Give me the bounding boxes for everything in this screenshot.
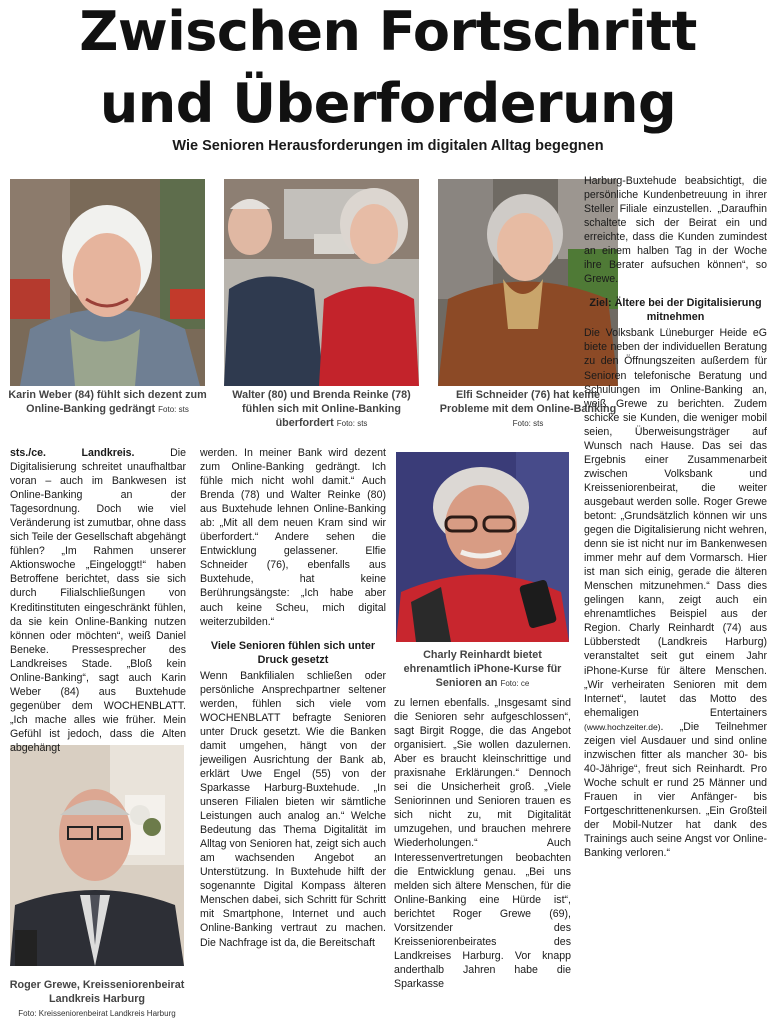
article-column-3 xyxy=(394,696,571,991)
article-column-2 xyxy=(200,446,386,950)
article-text: zu lernen ebenfalls. „Insgesamt sind die Senioren sehr aufgeschlossen“, sagt Birgit Rogge, die das Angebot organisiert. „Sie wollen dazulernen. Aber es braucht kleinschrittige und praxisnahe Erklärungen.“ Dennoch sei die Unsicherheit groß. „Viele Seniorinnen und Senioren trauen es sich nicht zu, mit Digitalität umzugehen, und brauchen mehrere Wiederholungen.“ Auch Interessenvertretungen beobachten die Entwicklung genau. „Bei uns melden sich ältere Menschen, für die Online-Banking eine Hürde ist“, berichtet Roger Grewe (69), Vorsitzender des Kreisseniorenbeirates des Landkreises Harburg. Vor knapp anderthalb Jahren habe die Sparkasse xyxy=(394,697,571,990)
caption-charly-reinhardt: Charly Reinhardt bietet ehrenamtlich iPhone-Kurse für Senioren an Foto: ce xyxy=(403,649,562,689)
article-column-4 xyxy=(584,174,767,860)
article-url: (www.hochzeiter.de) xyxy=(584,721,661,732)
caption-elfi-schneider: Elfi Schneider (76) hat keine Probleme mit dem Online-Banking Foto: sts xyxy=(439,389,617,428)
headline-line-1: Zwischen Fortschritt xyxy=(79,0,697,63)
photo-walter-brenda-reinke xyxy=(224,179,419,386)
photo-charly-reinhardt xyxy=(396,452,569,642)
caption-roger-grewe: Roger Grewe, Kreisseniorenbeirat Landkreis Harburg Foto: Kreisseniorenbeirat Landkreis Harburg xyxy=(9,979,185,1018)
article-subhead: Viele Senioren fühlen sich unter Druck gesetzt xyxy=(210,639,376,666)
caption-karin-weber: Karin Weber (84) fühlt sich dezent zum Online-Banking gedrängt Foto: sts xyxy=(8,389,207,415)
article-text: werden. In meiner Bank wird dezent zum Online-Banking gedrängt. Ich fühle mich nicht wohl damit.“ Auch Brenda (78) und Walter Reinke (80) aus Buxtehude lehnen Online-Banking ab: „Mit all dem neuen Kram sind wir überfordert.“ Andere sehen die Entwicklung gelassener. Elfie Schneider (76), ebenfalls aus Buxtehude, hat keine Berührungsängste: „Ich habe aber auch keine Scheu, mich digital weiterzubilden.“ xyxy=(200,447,386,628)
article-text: Die Volksbank Lüneburger Heide eG biete neben der individuellen Beratung zu den Öffnungszeiten außerdem für Senioren telefonische Beratung und Schulungen im Online-Banking an, weiß Grewe zu berichten. Zudem schicke sie Kunden, die weniger mobil seien, Überweisungsträger auf Wunsch nach Hause. Das sei das Ergebnis einer Zusammenarbeit zwischen Volksbank und Kreisseniorenbeirat, die weiter ausgebaut werden solle. Roger Grewe betont: „Grundsätzlich können wir uns gegen die Digitalisierung nicht wehren, denn sie ist nicht nur im Bankenwesen immer mehr auf dem Vormarsch. Hier ist man sich einig, gerade die älteren Menschen mitzunehmen.“ Dass dies gelingen kann, zeigt auch ein ehrenamtliches Beispiel aus der Region. Charly Reinhardt (74) aus Lübberstedt (Landkreis Harburg) veranstaltet seit gut einem Jahr iPhone-Kurse für ältere Menschen. „Wir verheiraten Senioren mit dem Internet“, lautet das Motto des ehemaligen Entertainers xyxy=(584,327,767,719)
article-text: Wenn Bankfilialen schließen oder persönliche Ansprechpartner seltener werden, fühlen sich viele vom WOCHENBLATT befragte Senioren unter Druck gesetzt. Wie die Banken damit umgehen, hängt von der jeweiligen Ausrichtung der Bank ab, erklärt Uwe Engel (55) von der Sparkasse Harburg-Buxtehude. „In unseren Filialen bieten wir sämtliche Leistungen auch analog an.“ Welche Bedeutung das Thema Digitalität im Alltag von Senioren hat, zeigt sich auch am wachsenden Angebot an Unterstützung. In Buxtehude hilft der sogenannte Digital Kompass älteren Menschen dabei, sich Schritt für Schritt mit Smartphone, Internet und auch Online-Banking vertraut zu machen. Die Nachfrage ist da, die Bereitschaft xyxy=(200,669,386,949)
article-text: . „Die Teilnehmer zeigen viel Ausdauer und sind online inzwischen fitter als mancher 30- bis 40-Jährige“, freut sich Reinhardt. Pro Woche schult er rund 25 Männer und Frauen in vier Anfänger- bis Fortgeschrittenenkursen. „Ein Großteil der Mobil-Nutzer hat dank des Trainings auch seine Angst vor Online-Banking verloren.“ xyxy=(584,720,767,860)
article-kicker: sts./ce. Landkreis. xyxy=(10,447,135,459)
article-column-1 xyxy=(10,446,186,755)
photo-roger-grewe xyxy=(10,745,184,966)
article-text: Die Digitalisierung schreitet unaufhaltbar voran – auch im Bankwesen ist Online-Banking an der Tagesordnung. Doch wie viel Veränderung ist zumutbar, ohne dass sich Teile der Gesellschaft abgehängt fühlen? „Im Rahmen unserer Aktionswoche „Eingeloggt!“ haben Betroffene berichtet, dass sie sich durch Filialschließungen von Kreditinstituten eingeschränkt fühlen, da sie kein Online-Banking nutzen können oder möchten“, weiß Daniel Beneke. Pressesprecher des Landkreises Stade. „Bloß kein Online-Banking“, sagt auch Karin Weber (84) aus Buxtehude gegenüber dem WOCHENBLATT. „Ich mache alles wie früher. Mein Gefühl ist jedoch, dass die Alten abgehängt xyxy=(10,447,186,754)
headline-line-2: und Überforderung xyxy=(99,72,677,135)
article-subhead: Ziel: Ältere bei der Digitalisierung mitnehmen xyxy=(589,297,762,324)
subheadline: Wie Senioren Herausforderungen im digitalen Alltag begegnen xyxy=(172,138,604,154)
caption-walter-brenda-reinke: Walter (80) und Brenda Reinke (78) fühlen sich mit Online-Banking überfordert Foto: sts xyxy=(232,389,411,429)
article-text: Harburg-Buxtehude beabsichtigt, die persönliche Kundenbetreuung in ihrer Steller Filiale einzustellen. „Daraufhin schaltete sich der Beirat ein und erreichte, dass die Kunden zumindest an einem halben Tag in der Woche ihre Berater aufsuchen können“, so Grewe. xyxy=(584,175,767,286)
photo-karin-weber xyxy=(10,179,205,386)
